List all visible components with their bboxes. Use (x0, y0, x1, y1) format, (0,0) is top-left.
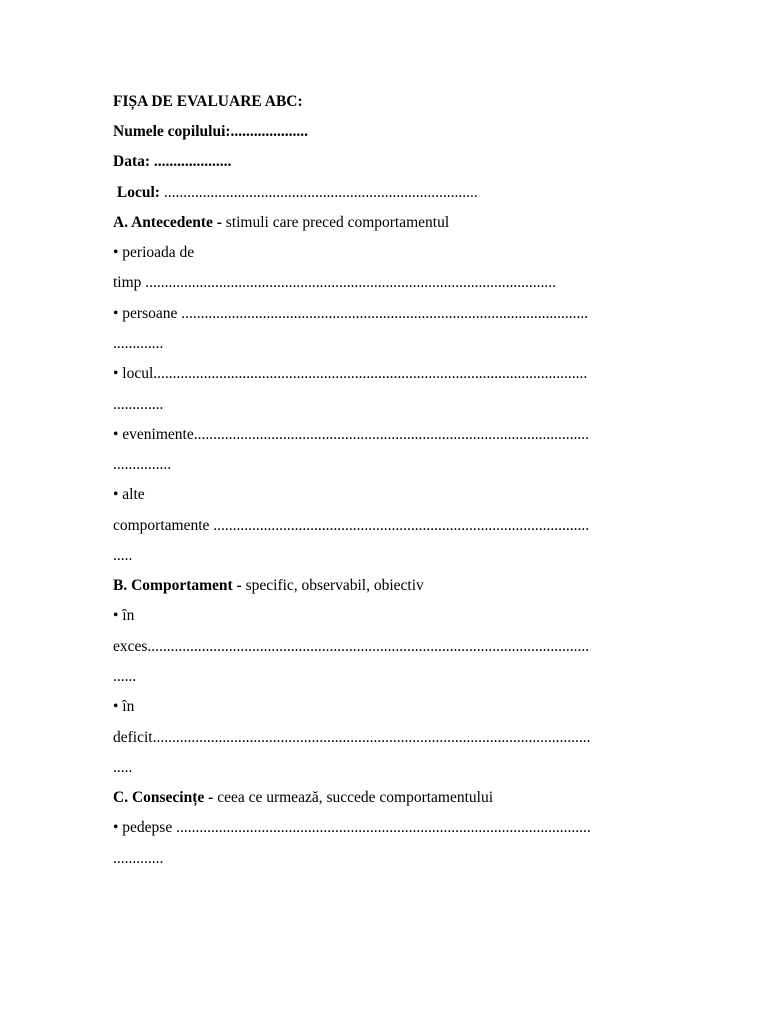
section-c-heading (113, 788, 493, 808)
section-c-item: • pedepse ........................................................................................................... (113, 819, 591, 836)
place-field (113, 183, 478, 203)
section-b-item: • în (113, 607, 135, 624)
section-a-title: A. Antecedente - (113, 214, 222, 231)
place-label: Locul: (113, 184, 160, 201)
section-a-description: stimuli care preced comportamentul (221, 214, 450, 231)
section-b-item: ...... (113, 668, 137, 685)
section-b-heading (113, 576, 424, 596)
section-a-item: ............... (113, 456, 172, 473)
section-b-item: • în (113, 698, 135, 715)
section-a-item: ............. (113, 396, 164, 413)
section-a-item: • locul................................................................................................................ (113, 365, 588, 382)
document-title: FIȘA DE EVALUARE ABC: (113, 93, 303, 110)
section-a-item: • perioada de (113, 244, 195, 261)
section-a-heading (113, 213, 449, 233)
section-c-title: C. Consecințe - (113, 789, 214, 806)
section-b-title: B. Comportament - (113, 577, 242, 594)
child-name-field: Numele copilului:.................... (113, 123, 309, 140)
section-a-item: • persoane ......................................................................................................... (113, 305, 589, 322)
section-c-description: ceea ce urmează, succede comportamentului (213, 789, 494, 806)
section-b-item: deficit................................................................................................................. (113, 729, 591, 746)
section-b-item: ..... (113, 759, 133, 776)
section-c-item: ............. (113, 850, 164, 867)
section-b-item: exces.................................................................................................................. (113, 638, 590, 655)
section-b-description: specific, observabil, obiectiv (241, 577, 424, 594)
section-a-item: • evenimente...................................................................................................... (113, 426, 589, 443)
section-a-item: timp .......................................................................................................... (113, 274, 557, 291)
date-field: Data: .................... (113, 153, 232, 170)
section-a-item: • alte (113, 486, 145, 503)
place-dots: ................................................................................. (159, 184, 478, 201)
section-a-item: ..... (113, 547, 133, 564)
section-a-item: ............. (113, 335, 164, 352)
section-a-item: comportamente ................................................................................................. (113, 517, 590, 534)
